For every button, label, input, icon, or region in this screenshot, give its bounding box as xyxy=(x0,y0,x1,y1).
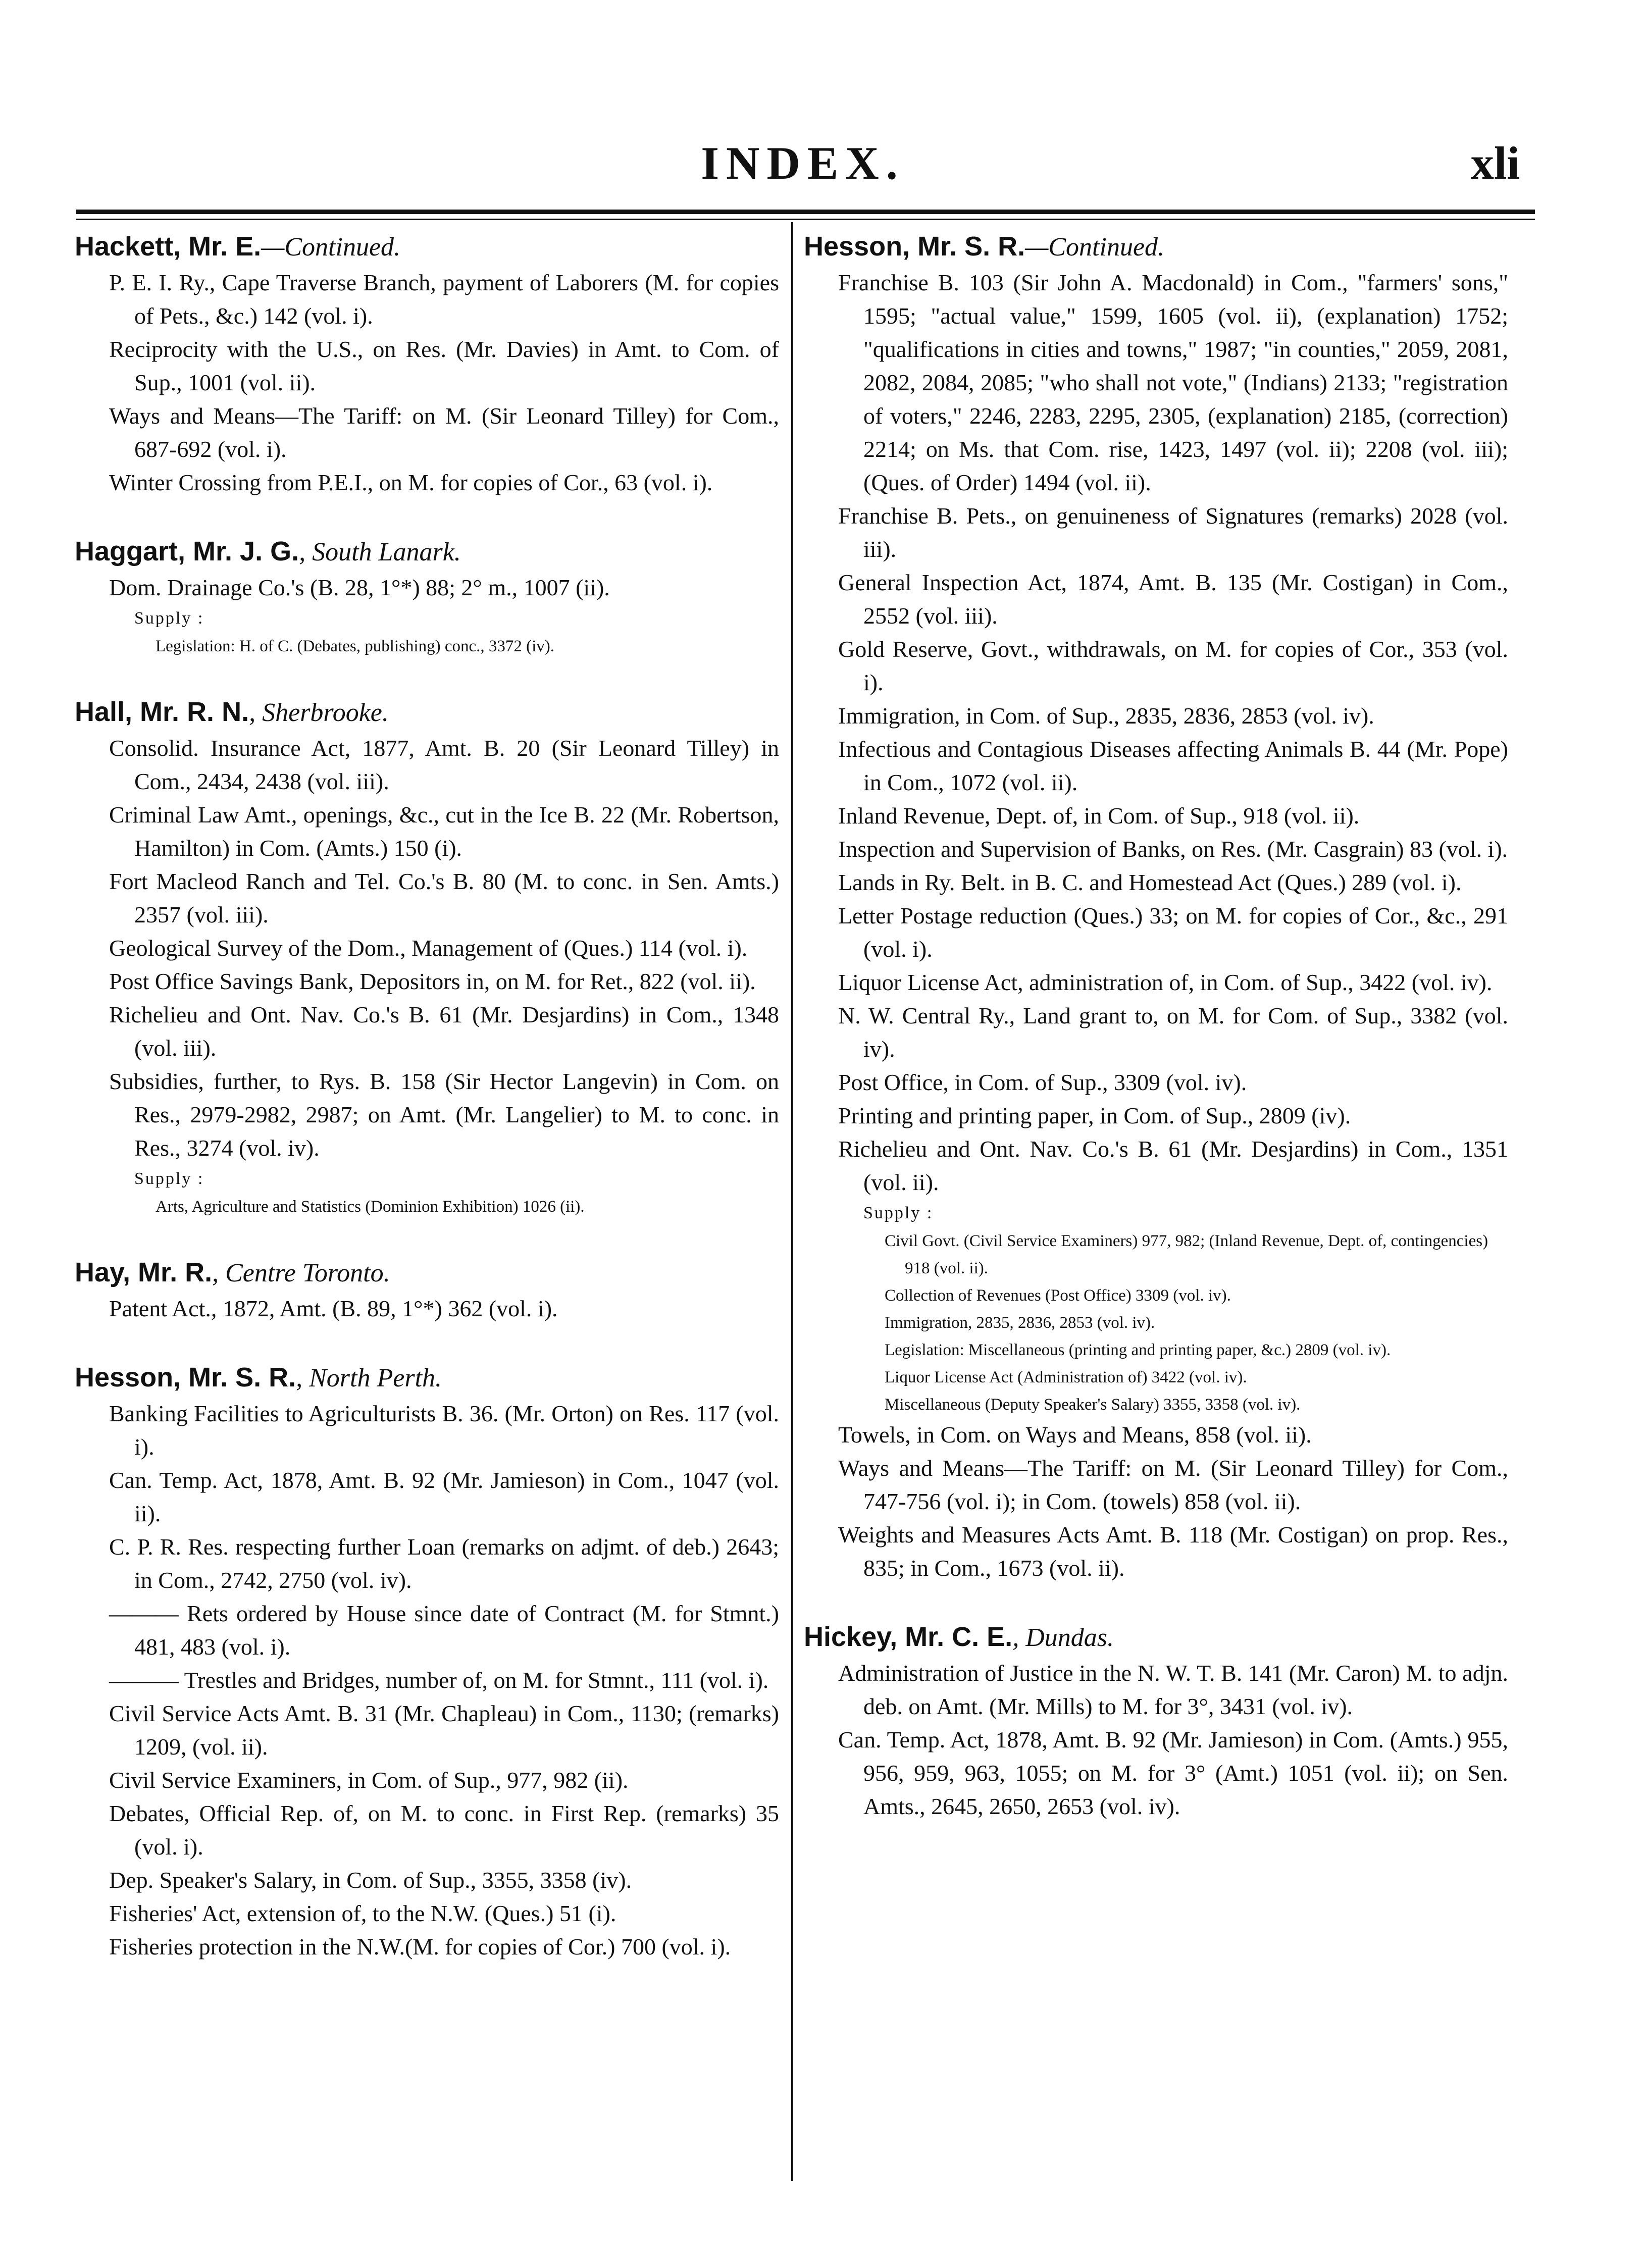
index-item: Fisheries' Act, extension of, to the N.W. (Ques.) 51 (i). xyxy=(109,1900,616,1926)
member-constituency: , Dundas. xyxy=(1012,1623,1114,1652)
entry-heading xyxy=(75,535,779,569)
index-item: Post Office, in Com. of Sup., 3309 (vol. iv). xyxy=(838,1069,1247,1095)
index-item: Winter Crossing from P.E.I., on M. for copies of Cor., 63 (vol. i). xyxy=(109,470,713,495)
member-name: Hesson, Mr. S. R. xyxy=(75,1362,296,1393)
supply-label: Supply : xyxy=(134,1169,204,1188)
member-name: Hickey, Mr. C. E. xyxy=(804,1622,1013,1652)
index-item: Consolid. Insurance Act, 1877, Amt. B. 20 (Sir Leonard Tilley) in Com., 2434, 2438 (vol. iii). xyxy=(109,735,779,794)
left-column xyxy=(75,230,779,1999)
member-constituency: , Centre Toronto. xyxy=(212,1259,390,1287)
index-entry xyxy=(75,1256,779,1325)
member-constituency: —Continued. xyxy=(261,233,401,262)
entry-heading xyxy=(804,1620,1508,1655)
index-item: General Inspection Act, 1874, Amt. B. 135 (Mr. Costigan) in Com., 2552 (vol. iii). xyxy=(838,570,1508,629)
entry-heading xyxy=(75,1256,779,1290)
index-item: Richelieu and Ont. Nav. Co.'s B. 61 (Mr. Desjardins) in Com., 1351 (vol. ii). xyxy=(838,1136,1508,1195)
index-item: Fisheries protection in the N.W.(M. for copies of Cor.) 700 (vol. i). xyxy=(109,1934,731,1960)
member-name: Hay, Mr. R. xyxy=(75,1257,213,1287)
supply-item: Civil Govt. (Civil Service Examiners) 977, 982; (Inland Revenue, Dept. of, contingencies) 918 (vol. ii). xyxy=(885,1232,1488,1277)
member-constituency: , Sherbrooke. xyxy=(249,698,389,727)
index-item: Franchise B. Pets., on genuineness of Signatures (remarks) 2028 (vol. iii). xyxy=(838,503,1508,562)
index-item: Debates, Official Rep. of, on M. to conc. in First Rep. (remarks) 35 (vol. i). xyxy=(109,1800,779,1860)
index-item: Post Office Savings Bank, Depositors in, on M. for Ret., 822 (vol. ii). xyxy=(109,968,756,994)
index-item: Can. Temp. Act, 1878, Amt. B. 92 (Mr. Jamieson) in Com. (Amts.) 955, 956, 959, 963, 1055; on M. for 3° (Amt.) 1051 (vol. ii); on Sen. Amts., 2645, 2650, 2653 (vol. iv). xyxy=(838,1727,1508,1819)
index-item: C. P. R. Res. respecting further Loan (remarks on adjmt. of deb.) 2643; in Com., 2742, 2750 (vol. iv). xyxy=(109,1534,779,1593)
page-number: xli xyxy=(1470,137,1520,189)
index-item: Criminal Law Amt., openings, &c., cut in the Ice B. 22 (Mr. Robertson, Hamilton) in Com. (Amts.) 150 (i). xyxy=(109,802,779,861)
index-item: Towels, in Com. on Ways and Means, 858 (vol. ii). xyxy=(838,1422,1312,1448)
entry-heading xyxy=(804,230,1508,264)
index-item: Dep. Speaker's Salary, in Com. of Sup., 3355, 3358 (iv). xyxy=(109,1867,632,1893)
index-item: Ways and Means—The Tariff: on M. (Sir Leonard Tilley) for Com., 747-756 (vol. i); in Com. (towels) 858 (vol. ii). xyxy=(838,1455,1508,1514)
index-item: Infectious and Contagious Diseases affecting Animals B. 44 (Mr. Pope) in Com., 1072 (vol. ii). xyxy=(838,736,1508,795)
index-item: Franchise B. 103 (Sir John A. Macdonald) in Com., "farmers' sons," 1595; "actual value," 1599, 1605 (vol. ii), (explanation) 1752; "qualifications in cities and towns," 1987; "in counties," 2059, 2081, 2082, 2084, 2085; "who shall not vote," (Indians) 2133; "registration of voters," 2246, 2283, 2295, 2305, (explanation) 2185, (correction) 2214; on Ms. that Com. rise, 1423, 1497 (vol. ii); 2208 (vol. iii); (Ques. of Order) 1494 (vol. ii). xyxy=(838,270,1508,495)
index-item: Gold Reserve, Govt., withdrawals, on M. for copies of Cor., 353 (vol. i). xyxy=(838,636,1508,695)
index-item: Letter Postage reduction (Ques.) 33; on M. for copies of Cor., &c., 291 (vol. i). xyxy=(838,903,1508,962)
index-item: Inland Revenue, Dept. of, in Com. of Sup., 918 (vol. ii). xyxy=(838,803,1360,829)
index-item: Inspection and Supervision of Banks, on Res. (Mr. Casgrain) 83 (vol. i). xyxy=(838,836,1508,862)
member-name: Hesson, Mr. S. R. xyxy=(804,231,1025,262)
entry-heading xyxy=(75,1361,779,1395)
member-name: Haggart, Mr. J. G. xyxy=(75,536,299,566)
index-item: Banking Facilities to Agriculturists B. 36. (Mr. Orton) on Res. 117 (vol. i). xyxy=(109,1401,779,1460)
supply-item: Collection of Revenues (Post Office) 3309 (vol. iv). xyxy=(885,1286,1231,1305)
index-item: Administration of Justice in the N. W. T. B. 141 (Mr. Caron) M. to adjn. deb. on Amt. (Mr. Mills) to M. for 3°, 3431 (vol. iv). xyxy=(838,1660,1508,1719)
supply-item: Arts, Agriculture and Statistics (Dominion Exhibition) 1026 (ii). xyxy=(156,1198,585,1216)
supply-item: Liquor License Act (Administration of) 3422 (vol. iv). xyxy=(885,1368,1247,1386)
index-item: Fort Macleod Ranch and Tel. Co.'s B. 80 (M. to conc. in Sen. Amts.) 2357 (vol. iii). xyxy=(109,868,779,927)
supply-label: Supply : xyxy=(134,609,204,628)
supply-item: Legislation: H. of C. (Debates, publishing) conc., 3372 (iv). xyxy=(156,637,555,655)
supply-item: Immigration, 2835, 2836, 2853 (vol. iv). xyxy=(885,1314,1155,1332)
supply-label: Supply : xyxy=(863,1204,934,1222)
index-item: Immigration, in Com. of Sup., 2835, 2836, 2853 (vol. iv). xyxy=(838,703,1374,729)
index-item: Richelieu and Ont. Nav. Co.'s B. 61 (Mr. Desjardins) in Com., 1348 (vol. iii). xyxy=(109,1002,779,1061)
entry-heading xyxy=(75,695,779,730)
member-name: Hackett, Mr. E. xyxy=(75,231,262,262)
supply-item: Miscellaneous (Deputy Speaker's Salary) 3355, 3358 (vol. iv). xyxy=(885,1396,1301,1414)
index-item: P. E. I. Ry., Cape Traverse Branch, payment of Laborers (M. for copies of Pets., &c.) 142 (vol. i). xyxy=(109,270,779,329)
index-item: ——— Trestles and Bridges, number of, on M. for Stmnt., 111 (vol. i). xyxy=(109,1667,769,1693)
index-item: Printing and printing paper, in Com. of Sup., 2809 (iv). xyxy=(838,1103,1351,1128)
index-item: Civil Service Examiners, in Com. of Sup., 977, 982 (ii). xyxy=(109,1767,629,1793)
index-item: Patent Act., 1872, Amt. (B. 89, 1°*) 362 (vol. i). xyxy=(109,1296,558,1321)
index-item: Reciprocity with the U.S., on Res. (Mr. Davies) in Amt. to Com. of Sup., 1001 (vol. ii). xyxy=(109,336,779,395)
index-entry xyxy=(75,1361,779,1964)
index-entry xyxy=(75,230,779,499)
index-entry xyxy=(75,535,779,660)
index-item: ——— Rets ordered by House since date of Contract (M. for Stmnt.) 481, 483 (vol. i). xyxy=(109,1601,779,1660)
member-constituency: —Continued. xyxy=(1025,233,1165,262)
index-item: Liquor License Act, administration of, in Com. of Sup., 3422 (vol. iv). xyxy=(838,969,1493,995)
page-title: INDEX. xyxy=(701,137,905,189)
index-item: Geological Survey of the Dom., Management of (Ques.) 114 (vol. i). xyxy=(109,935,748,961)
member-name: Hall, Mr. R. N. xyxy=(75,697,249,727)
entry-heading xyxy=(75,230,779,264)
index-item: Can. Temp. Act, 1878, Amt. B. 92 (Mr. Jamieson) in Com., 1047 (vol. ii). xyxy=(109,1467,779,1526)
member-constituency: , North Perth. xyxy=(296,1364,442,1393)
header-rule-thin xyxy=(76,219,1535,220)
header-rule xyxy=(76,210,1535,214)
column-divider xyxy=(791,222,793,2181)
right-column xyxy=(804,230,1508,1859)
index-item: N. W. Central Ry., Land grant to, on M. for Com. of Sup., 3382 (vol. iv). xyxy=(838,1003,1508,1062)
page-header xyxy=(76,136,1530,197)
index-item: Lands in Ry. Belt. in B. C. and Homestead Act (Ques.) 289 (vol. i). xyxy=(838,869,1462,895)
index-item: Weights and Measures Acts Amt. B. 118 (Mr. Costigan) on prop. Res., 835; in Com., 1673 (vol. ii). xyxy=(838,1522,1508,1581)
index-item: Civil Service Acts Amt. B. 31 (Mr. Chapleau) in Com., 1130; (remarks) 1209, (vol. ii). xyxy=(109,1700,779,1760)
supply-item: Legislation: Miscellaneous (printing and printing paper, &c.) 2809 (vol. iv). xyxy=(885,1341,1391,1359)
index-entry xyxy=(75,695,779,1220)
index-item: Subsidies, further, to Rys. B. 158 (Sir Hector Langevin) in Com. on Res., 2979-2982, 2987; on Amt. (Mr. Langelier) to M. to conc. in Res., 3274 (vol. iv). xyxy=(109,1068,779,1161)
index-entry xyxy=(804,230,1508,1585)
member-constituency: , South Lanark. xyxy=(299,538,461,566)
index-item: Dom. Drainage Co.'s (B. 28, 1°*) 88; 2° m., 1007 (ii). xyxy=(109,575,610,600)
index-entry xyxy=(804,1620,1508,1823)
index-item: Ways and Means—The Tariff: on M. (Sir Leonard Tilley) for Com., 687-692 (vol. i). xyxy=(109,403,779,462)
